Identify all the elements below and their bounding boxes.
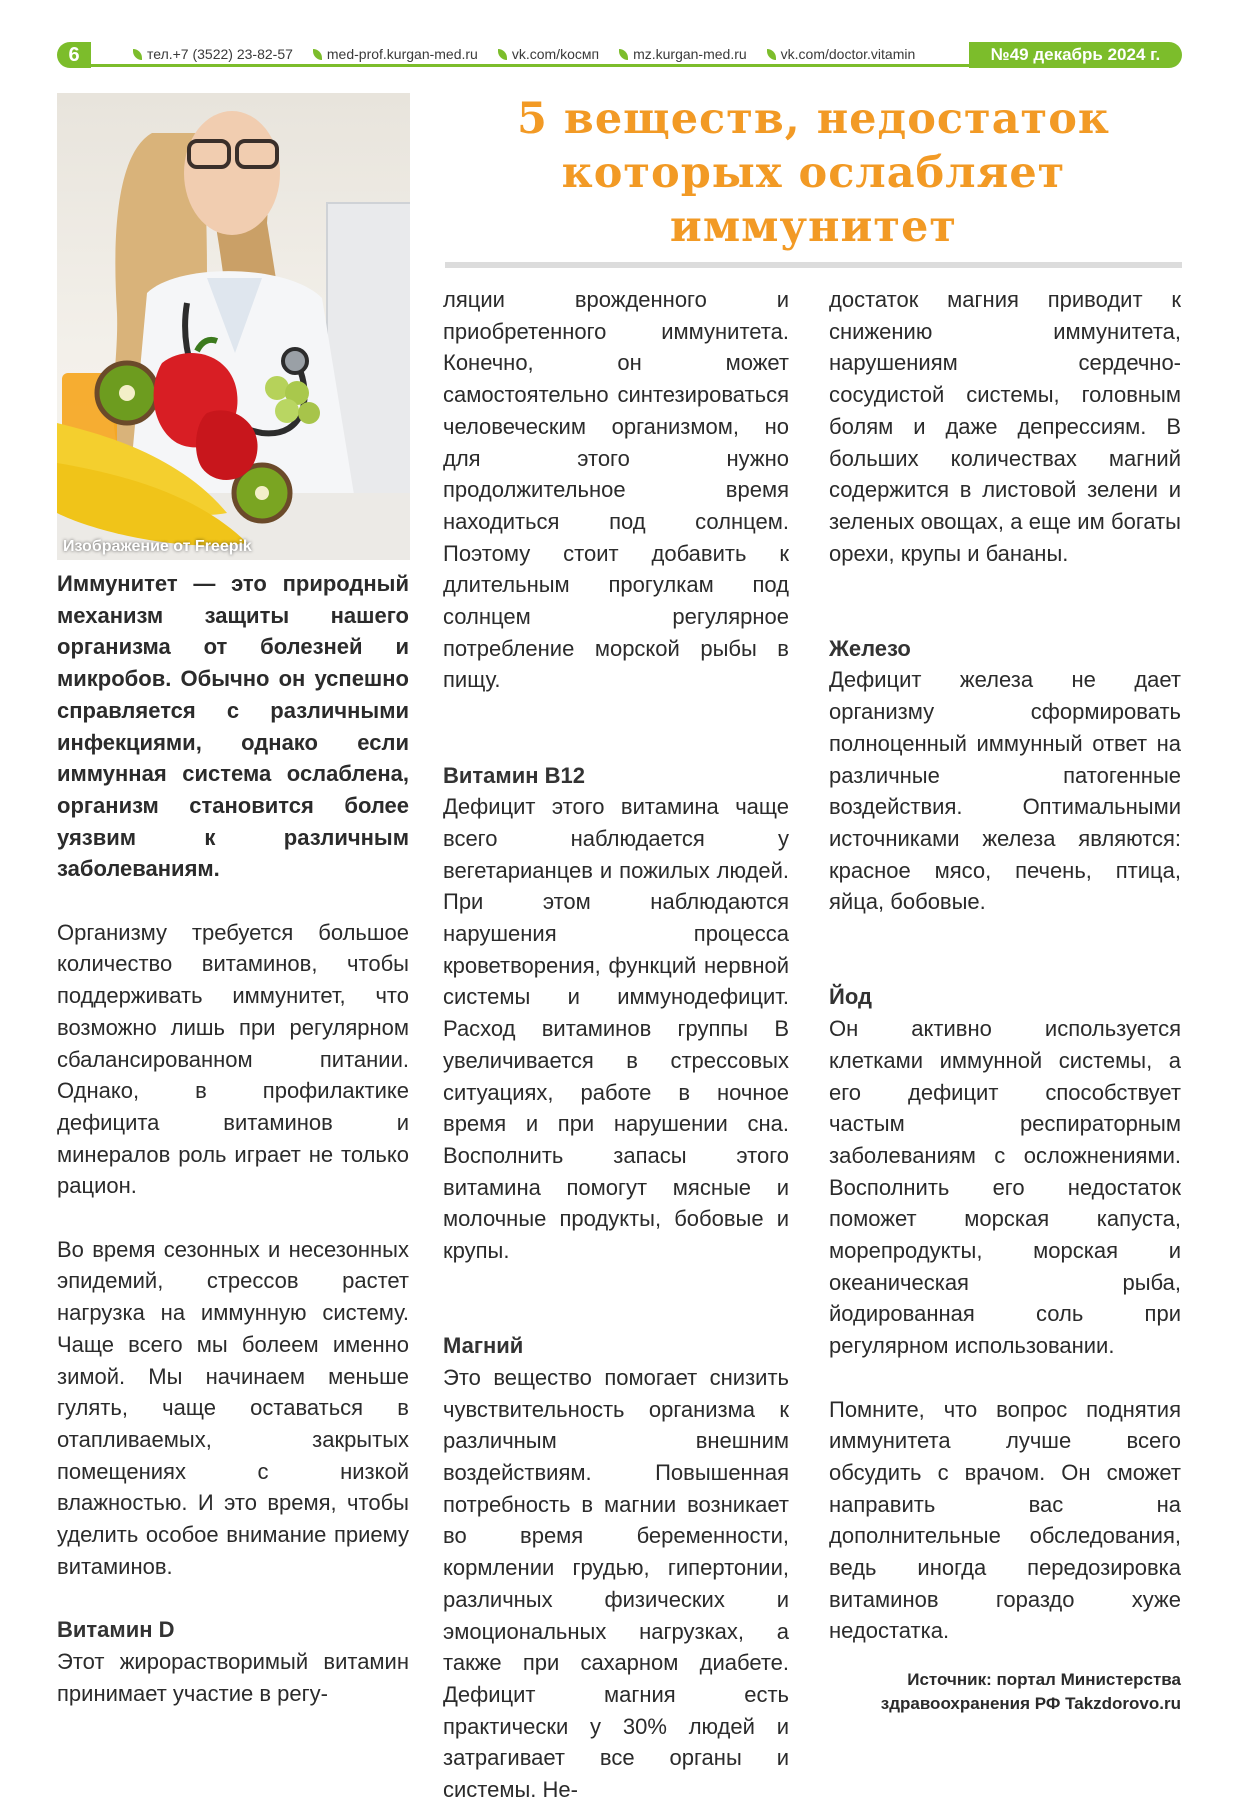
photo-credit: Изображение от Freepik	[63, 538, 252, 555]
paragraph: Дефицит этого витамина чаще всего наблюдается у вегетарианцев и пожилых людей. При этом наблюдаются нарушения процесса кроветворения, функций нервной системы и иммунодефицит. Расход витаминов группы B увеличивается в стрессовых ситуациях, работе в ночное время и при нарушении сна. Восполнить запасы этого витамина помогут мясные и молочные продукты, бобовые и крупы.	[443, 794, 789, 1264]
paragraph: ляции врожденного и приобретенного иммунитета. Конечно, он может самостоятельно синтезироваться человеческим организмом, но для этого нужно продолжительное время находиться под солнцем. Поэтому стоит добавить к длительным прогулкам под солнцем регулярное потребление морской рыбы в пищу.	[443, 287, 789, 693]
paragraph: Дефицит железа не дает организму сформировать полноценный иммунный ответ на различные патогенные воздействия. Оптимальными источниками железа являются: красное мясо, печень, птица, яйца, бобовые.	[829, 667, 1181, 915]
contact-site-med-prof[interactable]	[313, 46, 478, 62]
article-title	[445, 92, 1182, 254]
leaf-bullet-icon	[619, 49, 628, 60]
header-contacts	[133, 44, 915, 64]
column-1	[57, 568, 409, 1709]
paragraph: достаток магния приводит к снижению иммунитета, нарушениям сердечно-сосудистой системы, головным болям и даже депрессиям. В больших количествах магний содержится в листовой зелени и зеленых овощах, а еще им богаты орехи, крупы и бананы.	[829, 287, 1181, 566]
article-photo	[57, 93, 410, 560]
title-line: 5 веществ, недостаток	[517, 94, 1110, 144]
paragraph: Организму требуется большое количество витаминов, чтобы поддерживать иммунитет, что возможно лишь при регулярном сбалансированном питании. Однако, в профилактике дефицита витаминов и минералов роль играет не только рацион.	[57, 919, 409, 1199]
title-line: которых ослабляет	[561, 148, 1066, 198]
paragraph: Это вещество помогает снизить чувствительность организма к различным внешним воздействиям. Повышенная потребность в магнии возникает во время беременности, кормлении грудью, гипертонии, различных физических и эмоциональных нагрузках, а также при сахарном диабете. Дефицит магния есть практически у 30% людей и затрагивает все органы и системы. Не-	[443, 1364, 789, 1803]
doctor-with-fruits-illustration	[57, 93, 410, 560]
source-line: Источник: портал Министерства	[907, 1670, 1181, 1689]
issue-badge: №49 декабрь 2024 г.	[969, 42, 1182, 68]
contact-text: тел.+7 (3522) 23-82-57	[147, 46, 293, 62]
leaf-bullet-icon	[313, 49, 322, 60]
title-line: иммунитет	[669, 202, 958, 252]
contact-text[interactable]: med-prof.kurgan-med.ru	[326, 46, 478, 62]
header-rule	[91, 64, 969, 67]
contact-text[interactable]: vk.com/doctor.vitamin	[780, 46, 916, 62]
leaf-bullet-icon	[133, 49, 142, 60]
closing-paragraph: Помните, что вопрос поднятия иммунитета лучше всего обсудить с врачом. Он сможет направить вас на дополнительные обследования, ведь иногда передозировка витаминов гораздо хуже недостатка.	[829, 1396, 1181, 1644]
contact-vk-doctor-vitamin[interactable]	[767, 46, 916, 62]
page-number: 6	[57, 42, 91, 68]
paragraph: Этот жирорастворимый витамин принимает участие в регу-	[57, 1648, 409, 1706]
article-source	[829, 1668, 1181, 1716]
section-heading-iron: Железо	[829, 635, 911, 661]
contact-vk-kocmp[interactable]	[498, 46, 599, 62]
leaf-bullet-icon	[498, 49, 507, 60]
contact-site-mz[interactable]	[619, 46, 747, 62]
section-heading-magnesium: Магний	[443, 1333, 524, 1359]
paragraph: Он активно используется клетками иммунной системы, а его дефицит способствует частым респираторным заболеваниям с осложнениями. Восполнить его недостаток поможет морская капуста, морепродукты, морская и океаническая рыба, йодированная соль при регулярном использовании.	[829, 1016, 1181, 1359]
section-heading-vitamin-d: Витамин D	[57, 1617, 175, 1643]
contact-text[interactable]: mz.kurgan-med.ru	[633, 46, 747, 62]
section-heading-iodine: Йод	[829, 984, 872, 1010]
leaf-bullet-icon	[767, 49, 776, 60]
article-lead: Иммунитет — это природный механизм защиты нашего организма от болезней и микробов. Обычно он успешно справляется с различными инфекциями, однако если иммунная система ослаблена, организм становится более уязвим к различным заболеваниям.	[57, 571, 409, 882]
section-heading-vitamin-b12: Витамин B12	[443, 762, 585, 788]
title-divider	[445, 262, 1182, 268]
source-line: здравоохранения РФ Takzdorovo.ru	[880, 1694, 1181, 1713]
contact-text[interactable]: vk.com/kocмп	[511, 46, 600, 62]
contact-phone	[133, 46, 293, 62]
column-2	[443, 284, 789, 1806]
column-3	[829, 284, 1181, 1647]
paragraph: Во время сезонных и несезонных эпидемий, стрессов растет нагрузка на иммунную систему. Чаще всего мы болеем именно зимой. Мы начинаем меньше гулять, чаще оставаться в отапливаемых, закрытых помещениях с низкой влажностью. И это время, чтобы уделить особое внимание приему витаминов.	[57, 1236, 409, 1579]
